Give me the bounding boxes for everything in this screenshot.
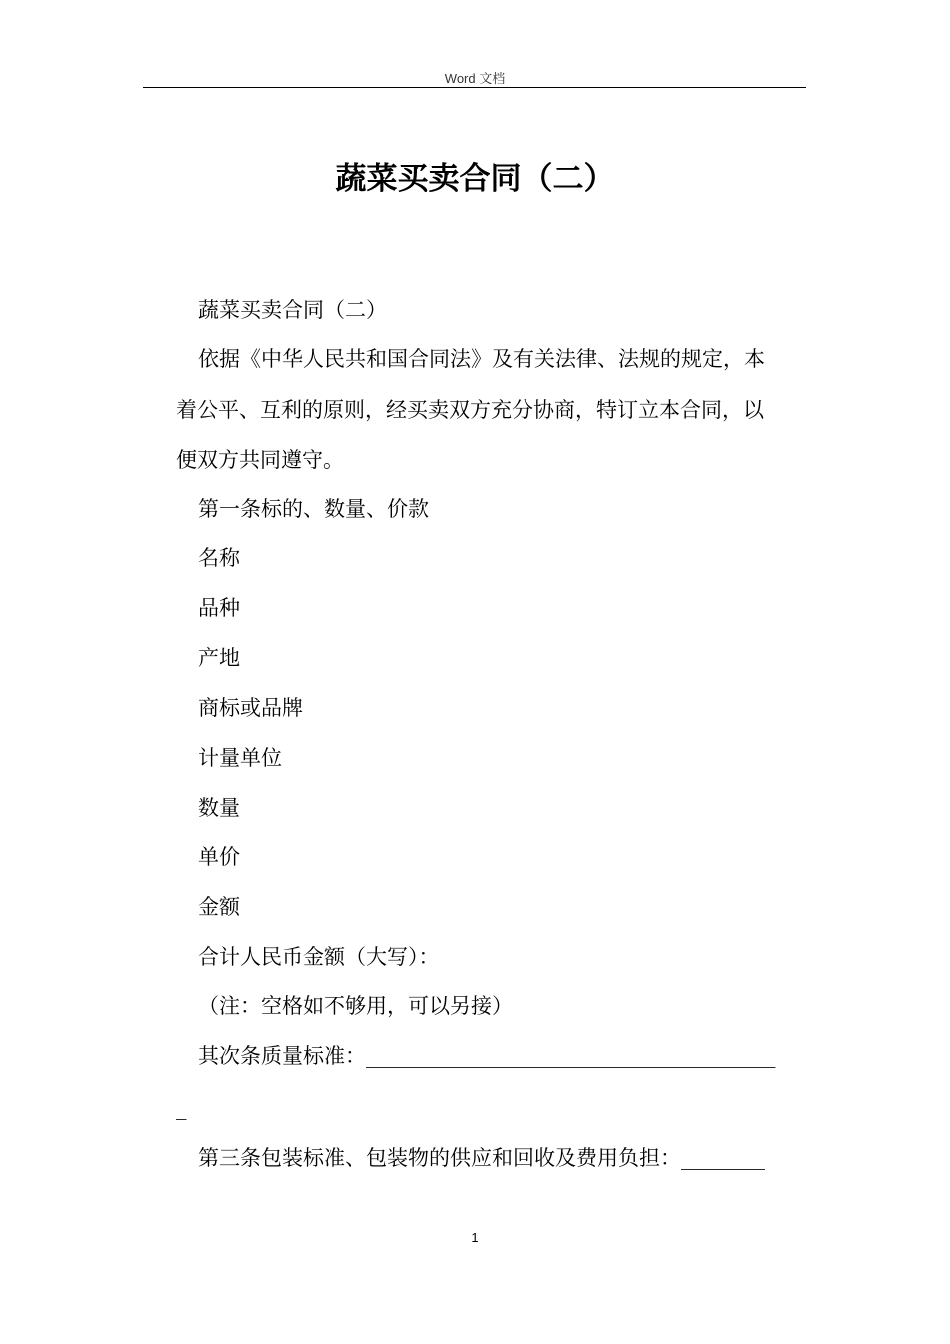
page-header-label: Word 文档 — [444, 71, 506, 86]
field-unit: 计量单位 — [198, 746, 282, 770]
header-divider — [143, 87, 806, 88]
field-variety: 品种 — [198, 596, 240, 620]
field-amount: 金额 — [198, 895, 240, 919]
paragraph-preamble-line-2: 着公平、互利的原则，经买卖双方充分协商，特订立本合同，以 — [176, 398, 764, 422]
page-number: 1 — [471, 1230, 479, 1245]
field-unit-price: 单价 — [198, 845, 240, 869]
paragraph-note: （注：空格如不够用，可以另接） — [198, 994, 513, 1018]
field-total-rmb: 合计人民币金额（大写）： — [198, 945, 440, 969]
article-3-line-1: 第三条包装标准、包装物的供应和回收及费用负担：________ — [198, 1146, 765, 1170]
field-quantity: 数量 — [198, 796, 240, 820]
article-2-line-2: _ — [176, 1096, 187, 1120]
paragraph-preamble-line-1: 依据《中华人民共和国合同法》及有关法律、法规的规定，本 — [198, 347, 765, 371]
article-2-line-1: 其次条质量标准：_______________________________________ — [198, 1044, 776, 1068]
field-name: 名称 — [198, 546, 240, 570]
article-1-heading: 第一条标的、数量、价款 — [198, 497, 429, 521]
paragraph-contract-name: 蔬菜买卖合同（二） — [198, 298, 387, 322]
field-brand: 商标或品牌 — [198, 696, 303, 720]
paragraph-preamble-line-3: 便双方共同遵守。 — [176, 448, 344, 472]
field-origin: 产地 — [198, 646, 240, 670]
document-title: 蔬菜买卖合同（二） — [335, 161, 615, 197]
